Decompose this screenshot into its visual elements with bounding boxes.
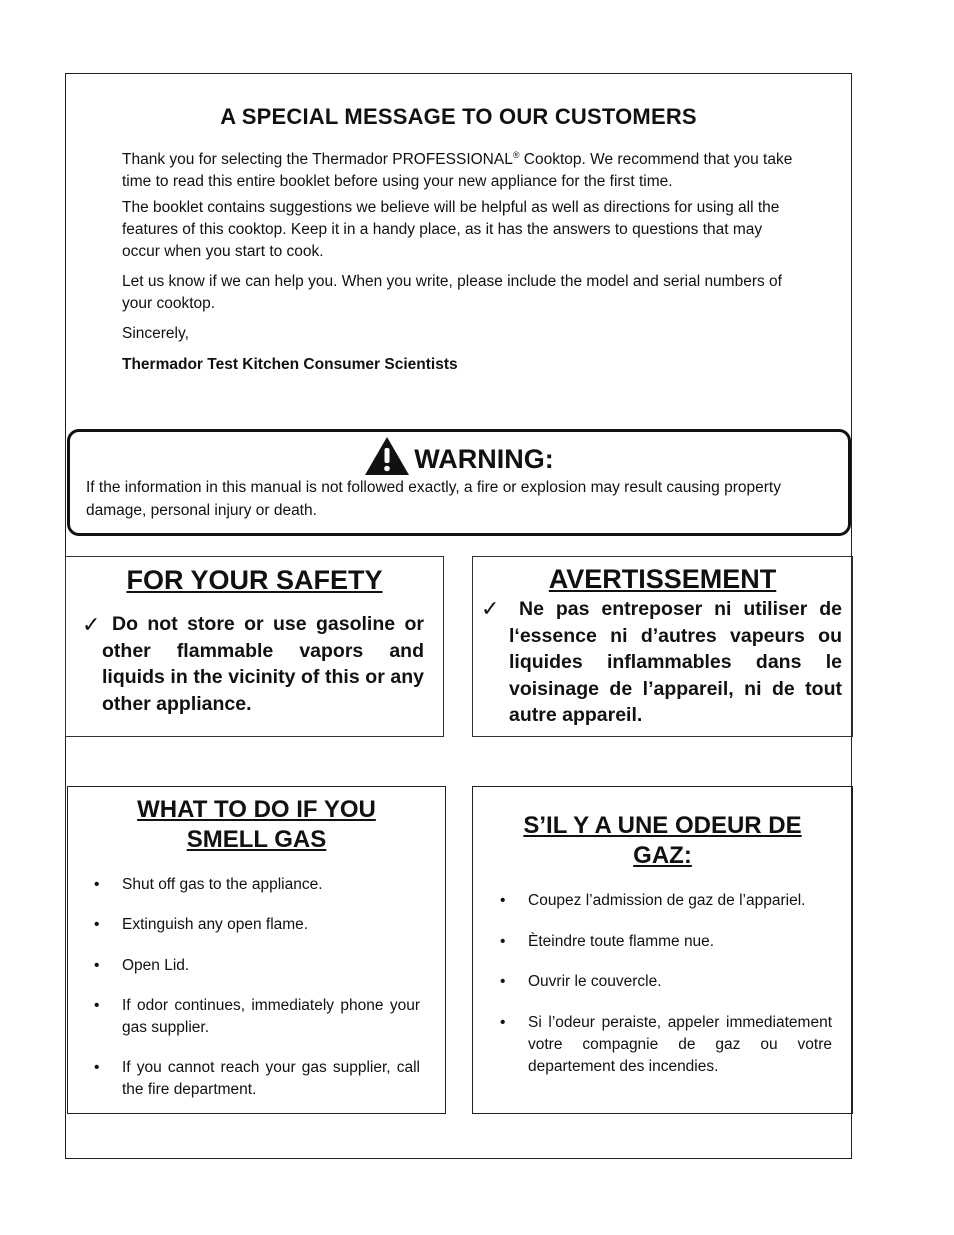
bullet-icon: • [94,997,100,1014]
bullet-icon: • [94,876,100,893]
bullet-icon: • [94,957,100,974]
warning-heading-row [67,436,851,479]
message-paragraph-3: Let us know if we can help you. When you write, please include the model and serial numbers of your cooktop. [122,273,782,312]
list-item-text: If you cannot reach your gas supplier, call the fire department. [122,1059,420,1098]
warning-triangle-icon [364,436,410,476]
message-paragraph-1-part-a: Thank you for selecting the Thermador PROFESSIONAL [122,151,513,169]
bullet-icon: • [94,1059,100,1076]
list-item [94,1057,420,1101]
message-signature: Thermador Test Kitchen Consumer Scientists [122,356,458,373]
list-item [500,971,832,993]
list-item-text: Extinguish any open flame. [122,916,309,933]
bullet-icon: • [500,973,506,990]
list-item-text: Coupez l’admission de gaz de l’appariel. [528,892,806,909]
list-item-text: Open Lid. [122,957,190,974]
list-item-text: Èteindre toute flamme nue. [528,933,715,950]
message-paragraph-2: The booklet contains suggestions we believe will be helpful as well as directions for using all the features of this cooktop. Keep it in a handy place, as it has the answers to questions that may occur when you start to cook. [122,199,780,260]
smell-gas-title [68,795,445,855]
list-item [500,890,832,912]
bullet-icon: • [94,916,100,933]
list-item-text: Shut off gas to the appliance. [122,876,323,893]
list-item-text: If odor continues, immediately phone your gas supplier. [122,997,420,1036]
list-item-text: Si l’odeur peraiste, appeler immediatement votre compagnie de gaz ou votre departement des incendies. [528,1014,832,1075]
list-item [94,995,420,1039]
message-closing: Sincerely, [122,325,189,342]
smell-gas-box [67,786,446,1114]
safety-title: FOR YOUR SAFETY [126,565,383,595]
odeur-gaz-box [472,786,853,1114]
list-item [500,931,832,953]
list-item [94,914,420,936]
list-item [94,874,420,896]
message-paragraph-1-part-b: Cooktop. We recommend that you take time to read this entire booklet before using your new appliance for the first time. [122,151,793,191]
check-mark-icon: ✓ [82,613,101,638]
message-paragraph-1 [122,144,802,193]
odeur-gaz-title-line-1: S’IL Y A UNE ODEUR DE [523,812,802,839]
avertissement-title: AVERTISSEMENT [548,564,777,594]
warning-text: If the information in this manual is not followed exactly, a fire or explosion may result causing property damage, personal injury or death. [86,479,781,519]
list-item [500,1012,832,1078]
list-item-text: Ouvrir le couvercle. [528,973,662,990]
check-mark-icon: ✓ [481,597,500,622]
smell-gas-title-line-1: WHAT TO DO IF YOU [137,796,376,823]
bullet-icon: • [500,892,506,909]
safety-text: Do not store or use gasoline or other flammable vapors and liquids in the vicinity of this or any other appliance. [102,613,424,715]
safety-box [65,556,444,737]
registered-mark: ® [512,150,520,160]
message-title: A SPECIAL MESSAGE TO OUR CUSTOMERS [220,104,697,129]
list-item [94,955,420,977]
odeur-gaz-title-line-2: GAZ: [633,842,692,869]
warning-heading: WARNING: [414,444,554,474]
smell-gas-title-line-2: SMELL GAS [186,826,327,853]
avertissement-text: Ne pas entreposer ni utiliser de l‘essence ni d’autres vapeurs ou liquides inflammables dans le voisinage de l’appareil, ni de tout autre appareil. [509,598,842,726]
avertissement-box [472,556,853,737]
odeur-gaz-title [473,811,852,871]
bullet-icon: • [500,1014,506,1031]
bullet-icon: • [500,933,506,950]
